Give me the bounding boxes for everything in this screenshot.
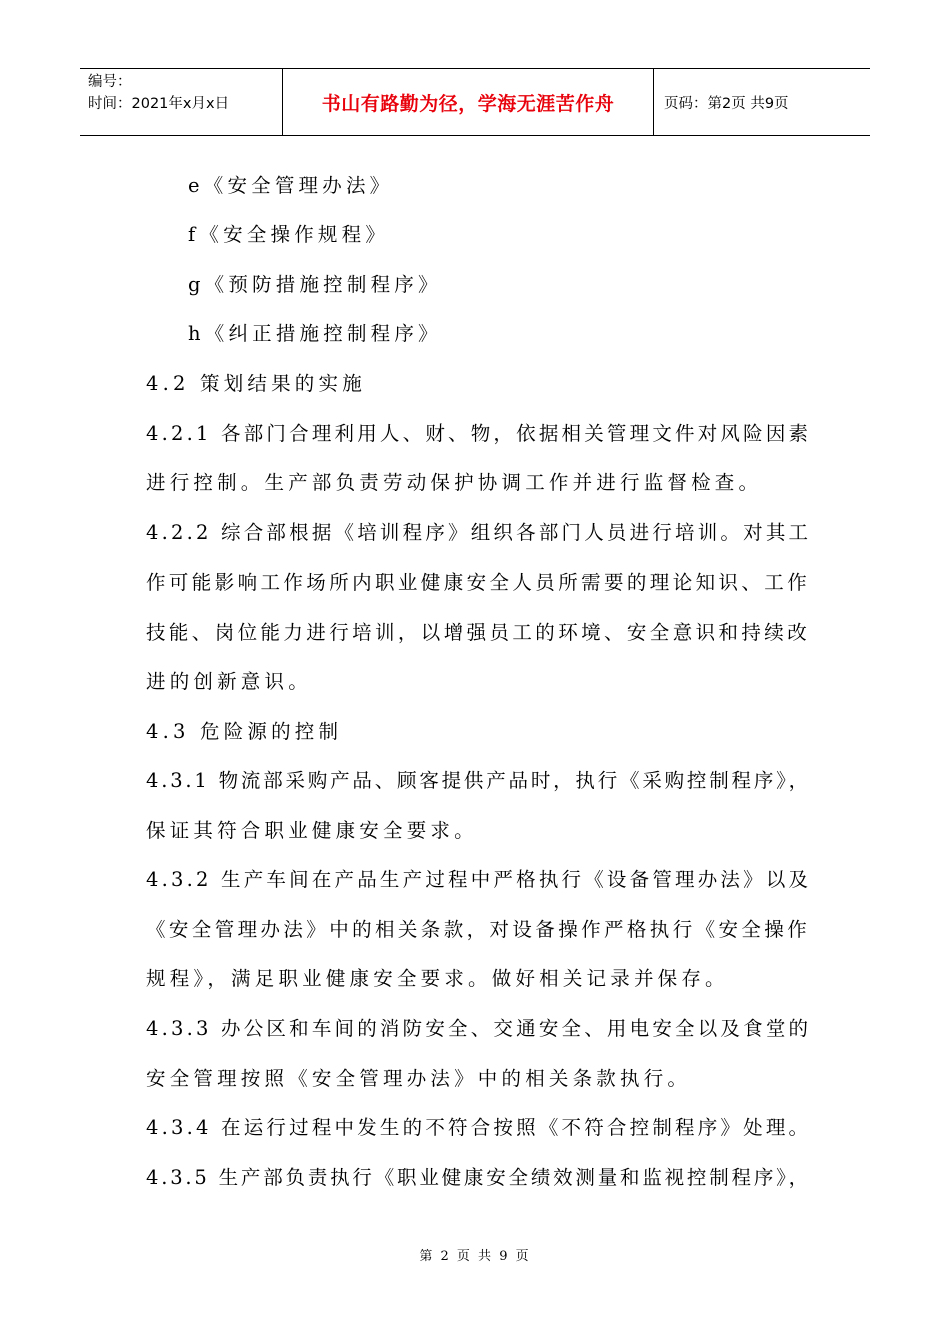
page-footer: 第 2 页 共 9 页 bbox=[419, 1249, 531, 1264]
body-line: 《安全管理办法》中的相关条款，对设备操作严格执行《安全操作 bbox=[146, 918, 811, 941]
document-number-label: 编号： bbox=[88, 74, 132, 90]
header-page-info: 页码：第2页 共9页 bbox=[664, 95, 789, 112]
body-line: h《纠正措施控制程序》 bbox=[188, 322, 442, 345]
header-motto: 书山有路勤为径，学海无涯苦作舟 bbox=[282, 69, 654, 135]
section-heading: 4.3 危险源的控制 bbox=[146, 720, 343, 743]
header-meta bbox=[80, 69, 282, 135]
body-line: 4.2.1 各部门合理利用人、财、物，依据相关管理文件对风险因素 bbox=[146, 422, 812, 445]
body-line: 安全管理按照《安全管理办法》中的相关条款执行。 bbox=[146, 1067, 692, 1090]
body-line: e《安全管理办法》 bbox=[188, 174, 394, 197]
body-line: 4.3.1 物流部采购产品、顾客提供产品时，执行《采购控制程序》， bbox=[146, 769, 811, 792]
document-time-label: 时间：2021年x月x日 bbox=[88, 96, 230, 112]
body-line: 进行控制。生产部负责劳动保护协调工作并进行监督检查。 bbox=[146, 471, 763, 494]
body-line: 保证其符合职业健康安全要求。 bbox=[146, 819, 478, 842]
body-line: 4.3.3 办公区和车间的消防安全、交通安全、用电安全以及食堂的 bbox=[146, 1017, 812, 1040]
body-line: 技能、岗位能力进行培训，以增强员工的环境、安全意识和持续改 bbox=[146, 621, 811, 644]
body-line: f《安全操作规程》 bbox=[188, 223, 390, 246]
body-line: 4.3.2 生产车间在产品生产过程中严格执行《设备管理办法》以及 bbox=[146, 868, 812, 891]
body-line: 规程》，满足职业健康安全要求。做好相关记录并保存。 bbox=[146, 967, 729, 990]
body-line: 进的创新意识。 bbox=[146, 670, 312, 693]
body-line: 4.2.2 综合部根据《培训程序》组织各部门人员进行培训。对其工 bbox=[146, 521, 812, 544]
body-line: 4.3.4 在运行过程中发生的不符合按照《不符合控制程序》处理。 bbox=[146, 1116, 812, 1139]
page-header bbox=[80, 68, 870, 136]
body-line: g《预防措施控制程序》 bbox=[188, 273, 442, 296]
section-heading: 4.2 策划结果的实施 bbox=[146, 372, 366, 395]
body-line: 4.3.5 生产部负责执行《职业健康安全绩效测量和监视控制程序》， bbox=[146, 1166, 811, 1189]
body-line: 作可能影响工作场所内职业健康安全人员所需要的理论知识、工作 bbox=[146, 571, 811, 594]
